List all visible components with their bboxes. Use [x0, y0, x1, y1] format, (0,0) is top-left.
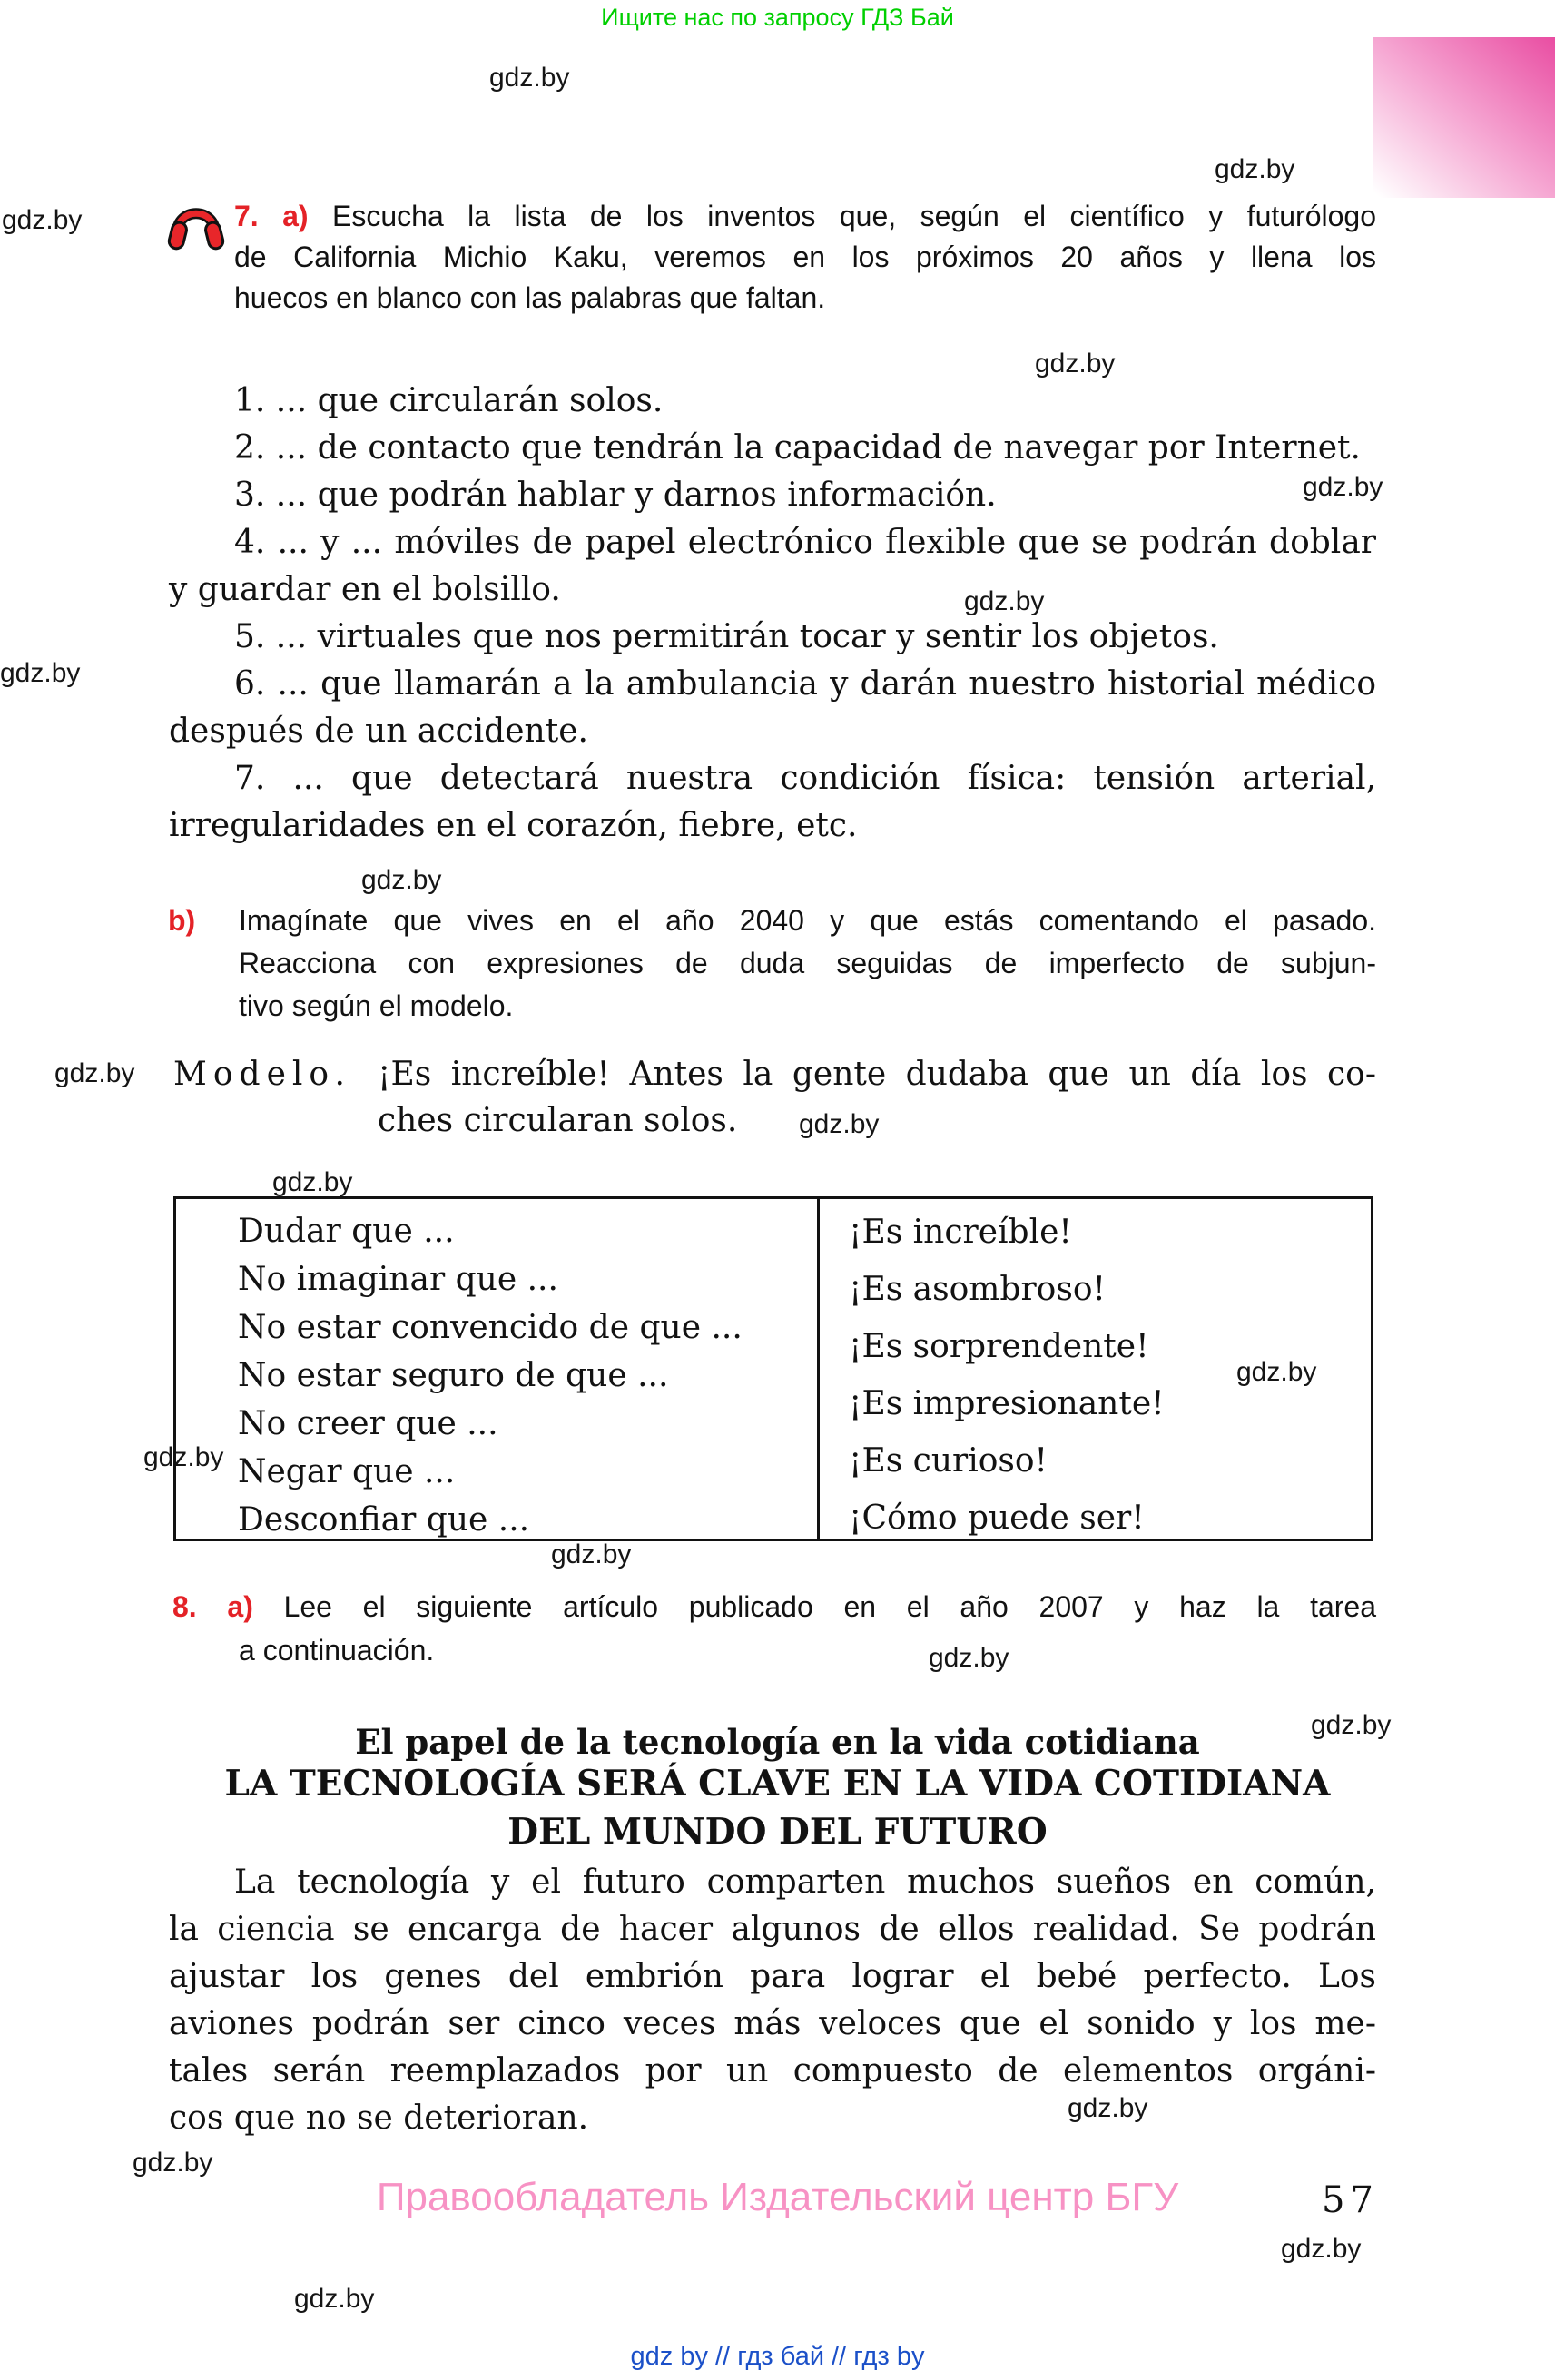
exercise-7a-line: de California Michio Kaku, veremos en los próximos 20 años y llena los [234, 241, 1376, 273]
list-item: 3. ... que podrán hablar y darnos información. [234, 477, 997, 514]
list-item: 7. ... que detectará nuestra condición física: tensión arterial, irregularidades en el corazón, fiebre, etc. [169, 760, 1376, 844]
article-body-line: la ciencia se encarga de hacer algunos de ellos realidad. Se podrán [169, 1911, 1376, 1948]
headphones-icon [167, 200, 225, 261]
exercise-7a-text: Escucha la lista de los inventos que, según el científico y futurólogo [332, 200, 1377, 232]
copyright-footer: Правообладатель Издательский центр БГУ [376, 2175, 1179, 2219]
watermark-gdzby: gdz.by [0, 658, 81, 688]
exercise-8a-instruction-end: a continuación. [239, 1634, 435, 1667]
article-body-line: tales serán reemplazados por un compuesto de elementos orgáni- [169, 2052, 1376, 2090]
watermark-gdzby: gdz.by [1215, 154, 1295, 184]
article-body-line: La tecnología y el futuro comparten muchos sueños en común, [234, 1864, 1376, 1901]
exercise-7a-label: 7. a) [234, 200, 309, 232]
article-heading-line: LA TECNOLOGÍA SERÁ CLAVE EN LA VIDA COTIDIANA [224, 1763, 1331, 1805]
table-right-column [820, 1199, 1371, 1539]
list-item: 4. ... y ... móviles de papel electrónico flexible que se podrán doblar y guardar en el bolsillo. [169, 524, 1376, 608]
watermark-gdzby: gdz.by [929, 1643, 1009, 1673]
reaction-expression: ¡Es increíble! [849, 1214, 1072, 1251]
reaction-expression: ¡Es impresionante! [849, 1385, 1165, 1422]
reaction-expression: ¡Es curioso! [849, 1442, 1048, 1480]
table-left-column [176, 1199, 820, 1539]
exercise-7b-line: tivo según el modelo. [239, 989, 514, 1022]
watermark-gdzby: gdz.by [361, 865, 442, 895]
watermark-gdzby: gdz.by [1035, 349, 1116, 379]
doubt-expression: No estar convencido de que ... [238, 1309, 743, 1346]
doubt-expression: No imaginar que ... [238, 1261, 558, 1298]
watermark-gdzby: gdz.by [1236, 1357, 1317, 1387]
doubt-expression: Dudar que ... [238, 1213, 455, 1250]
page-number: 57 [1322, 2179, 1379, 2221]
watermark-gdzby: gdz.by [272, 1167, 353, 1197]
exercise-8a-label: a) [227, 1590, 253, 1623]
exercise-8a-instruction [172, 1585, 1376, 1628]
watermark-gdzby: gdz.by [1068, 2093, 1148, 2123]
list-item: 6. ... que llamarán a la ambulancia y darán nuestro historial médico después de un accidente. [169, 665, 1376, 750]
article-body-line: cos que no se deterioran. [169, 2100, 589, 2137]
list-item: 5. ... virtuales que nos permitirán tocar y sentir los objetos. [234, 618, 1219, 655]
exercise-7a-continuation [234, 237, 1376, 319]
reaction-expression: ¡Es asombroso! [849, 1271, 1106, 1308]
doubt-expression: No estar seguro de que ... [238, 1357, 669, 1394]
watermark-gdzby: gdz.by [1311, 1710, 1392, 1740]
watermark-gdzby: gdz.by [2, 205, 83, 235]
modelo-label: Modelo. [173, 1056, 351, 1093]
pink-corner-decoration [1373, 37, 1555, 198]
modelo-example [378, 1051, 1376, 1144]
reaction-expression: ¡Es sorprendente! [849, 1328, 1149, 1365]
exercise-7b-line: Reacciona con expresiones de duda seguidas de imperfecto de subjun- [239, 947, 1376, 979]
exercise-7a-line [234, 196, 1376, 237]
watermark-gdzby: gdz.by [133, 2148, 213, 2178]
exercise-8-number: 8. [172, 1590, 197, 1623]
article-body [169, 1859, 1376, 2142]
watermark-gdzby: gdz.by [799, 1109, 880, 1139]
exercise-7b-instruction [239, 900, 1376, 1028]
doubt-expression: Negar que ... [238, 1453, 456, 1490]
watermark-gdzby: gdz.by [143, 1442, 224, 1472]
watermark-gdzby: gdz.by [54, 1058, 135, 1088]
article-title: El papel de la tecnología en la vida cotidiana [355, 1722, 1200, 1762]
article-heading-line: DEL MUNDO DEL FUTURO [507, 1811, 1048, 1853]
watermark-gdzby: gdz.by [489, 63, 570, 93]
watermark-gdzby: gdz.by [1281, 2234, 1362, 2264]
watermark-gdzby: gdz.by [964, 586, 1045, 616]
exercise-7b-line: Imagínate que vives en el año 2040 y que estás comentando el pasado. [239, 904, 1376, 937]
inventions-list [169, 378, 1376, 850]
reaction-expression: ¡Cómo puede ser! [849, 1500, 1145, 1537]
watermark-gdzby: gdz.by [294, 2284, 375, 2314]
exercise-8a-text: Lee el siguiente artículo publicado en el año 2007 y haz la tarea [283, 1590, 1377, 1623]
article-heading [0, 1760, 1555, 1856]
footer-links[interactable]: gdz by // гдз бай // гдз by [630, 2342, 925, 2371]
article-body-line: aviones podrán ser cinco veces más veloces que el sonido y los me- [169, 2005, 1376, 2042]
exercise-7b-label: b) [168, 904, 196, 937]
doubt-expression: No creer que ... [238, 1405, 498, 1442]
expressions-table [173, 1196, 1373, 1541]
list-item: 2. ... de contacto que tendrán la capacidad de navegar por Internet. [234, 429, 1361, 467]
watermark-gdzby: gdz.by [551, 1539, 632, 1569]
doubt-expression: Desconfiar que ... [238, 1501, 530, 1539]
exercise-7a-line: huecos en blanco con las palabras que faltan. [234, 281, 826, 314]
modelo-line: ches circularan solos. [378, 1102, 738, 1139]
exercise-7a [234, 196, 1376, 237]
article-body-line: ajustar los genes del embrión para lograr el bebé perfecto. Los [169, 1958, 1376, 1995]
watermark-gdzby: gdz.by [1303, 472, 1383, 502]
modelo-line: ¡Es increíble! Antes la gente dudaba que un día los co- [378, 1056, 1376, 1093]
list-item: 1. ... que circularán solos. [234, 382, 664, 419]
promo-banner: Ищите нас по запросу ГДЗ Бай [601, 4, 954, 31]
